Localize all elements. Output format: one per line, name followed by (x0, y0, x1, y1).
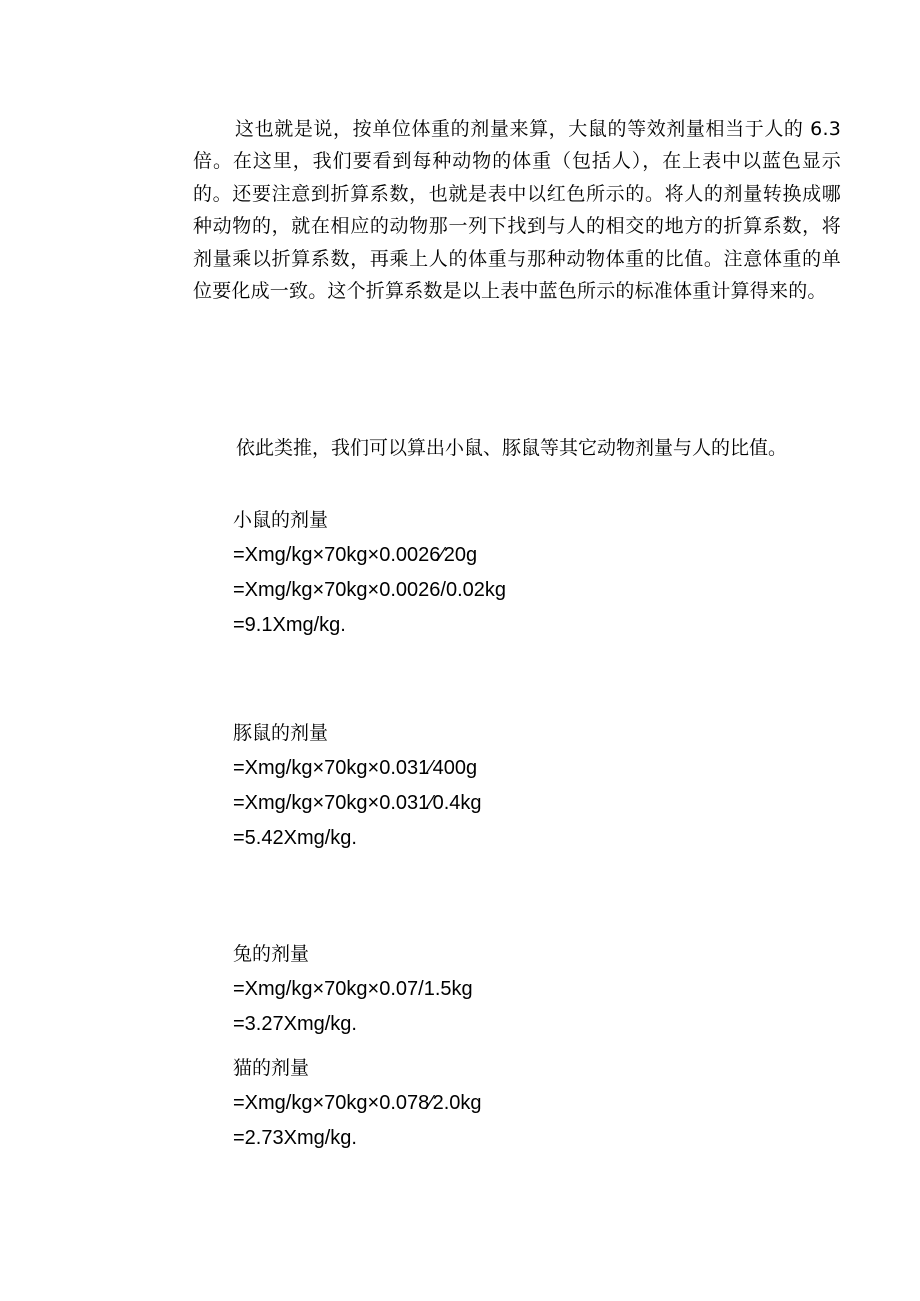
calc-title: 豚鼠的剂量 (233, 722, 329, 744)
intro-paragraph: 这也就是说，按单位体重的剂量来算，大鼠的等效剂量相当于人的 6.3 倍。在这里，我们要看到每种动物的体重（包括人），在上表中以蓝色显示的。还要注意到折算系数，也就是表中以红色所示的。将人的剂量转换成哪种动物的，就在相应的动物那一列下找到与人的相交的地方的折算系数，将剂量乘以折算系数，再乘上人的体重与那种动物体重的比值。注意体重的单位要化成一致。这个折算系数是以上表中蓝色所示的标准体重计算得来的。 (193, 118, 841, 303)
calc-result: =9.1Xmg/kg. (233, 614, 346, 636)
guinea-pig-dose-calculation (233, 716, 482, 856)
calc-title: 猫的剂量 (233, 1057, 310, 1079)
calc-step: =Xmg/kg×70kg×0.031⁄0.4kg (233, 792, 482, 814)
calc-step: =Xmg/kg×70kg×0.031⁄400g (233, 757, 478, 779)
calc-result: =2.73Xmg/kg. (233, 1127, 357, 1149)
calc-step: =Xmg/kg×70kg×0.07/1.5kg (233, 978, 473, 1000)
analogy-paragraph: 依此类推，我们可以算出小鼠、豚鼠等其它动物剂量与人的比值。 (236, 437, 788, 459)
calc-step: =Xmg/kg×70kg×0.0026/0.02kg (233, 579, 506, 601)
calc-title: 兔的剂量 (233, 943, 310, 965)
calc-result: =3.27Xmg/kg. (233, 1013, 357, 1035)
calc-title: 小鼠的剂量 (233, 509, 329, 531)
calc-step: =Xmg/kg×70kg×0.078⁄2.0kg (233, 1092, 482, 1114)
calc-step: =Xmg/kg×70kg×0.0026⁄20g (233, 544, 478, 566)
rabbit-dose-calculation (233, 937, 473, 1042)
mouse-dose-calculation (233, 503, 506, 643)
cat-dose-calculation (233, 1051, 482, 1156)
calc-result: =5.42Xmg/kg. (233, 827, 357, 849)
